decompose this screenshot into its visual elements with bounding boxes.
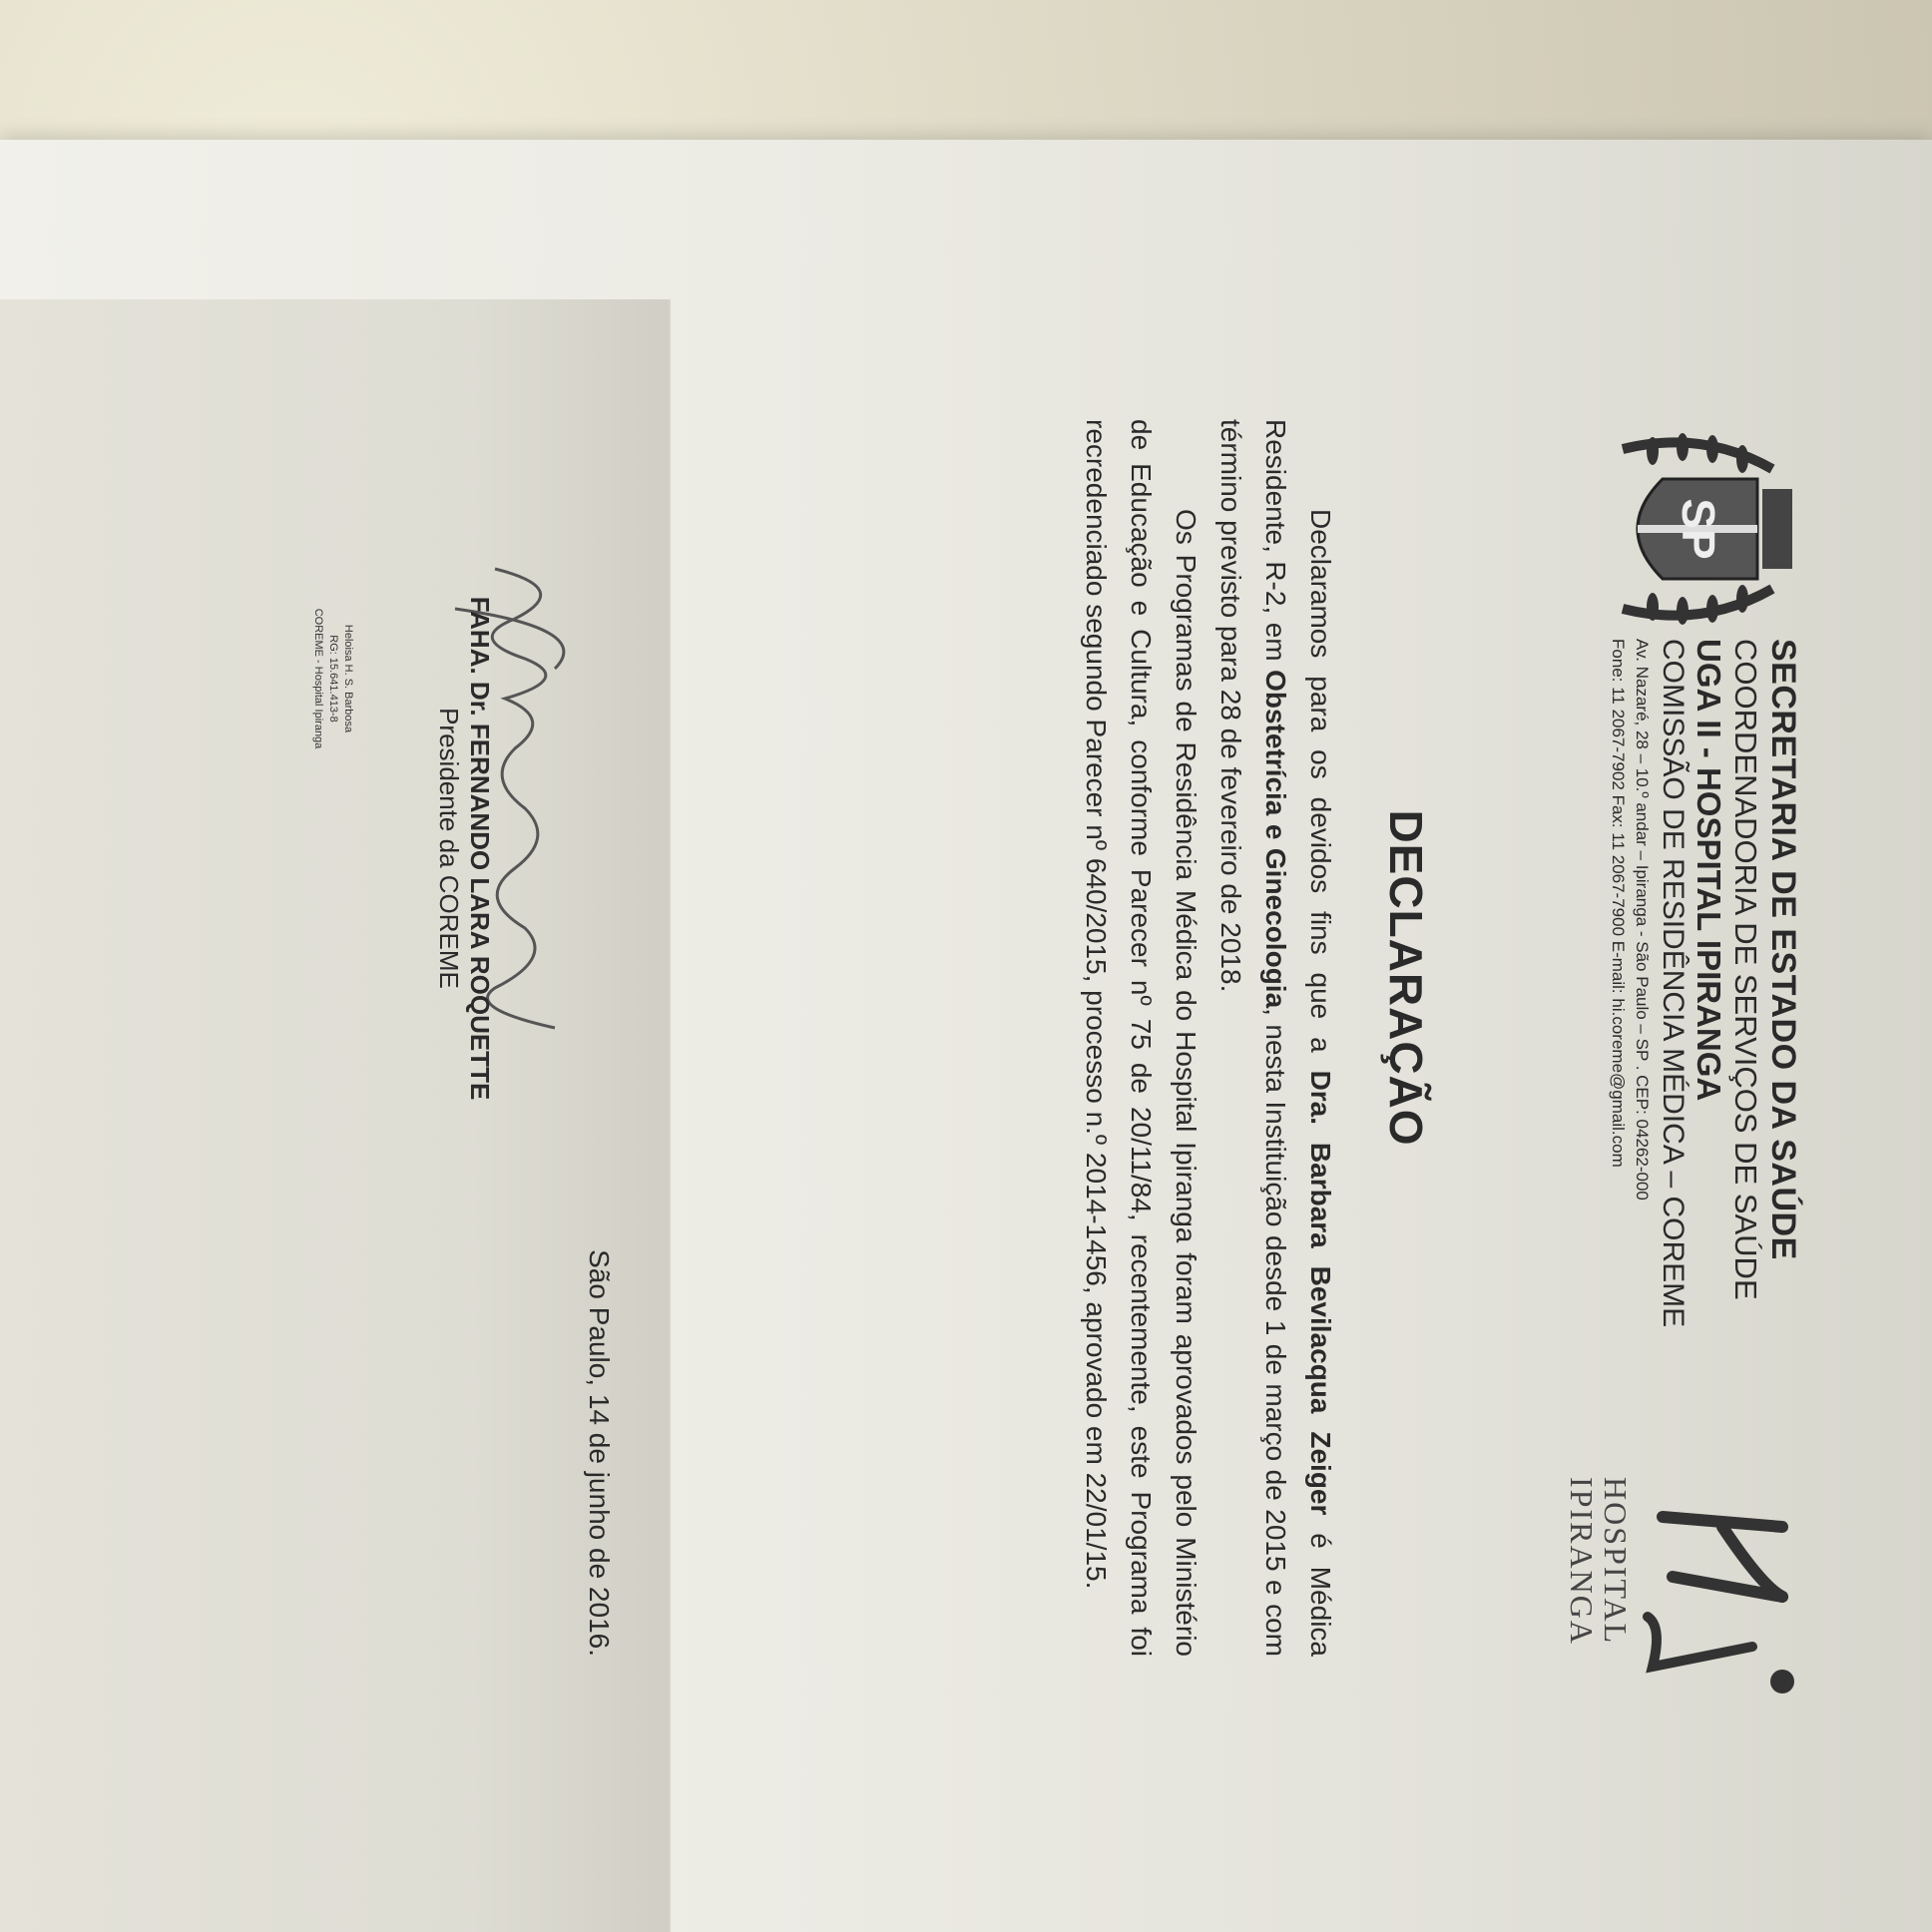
- crest-letters: SP: [1673, 498, 1724, 560]
- document-date: São Paulo, 14 de junho de 2016.: [584, 1249, 615, 1657]
- specialty: Obstetrícia e Ginecologia: [1260, 670, 1291, 1009]
- header-line4: COMISSÃO DE RESIDÊNCIA MÉDICA – COREME: [1657, 639, 1690, 1328]
- header-line1: SECRETARIA DE ESTADO DA SAÚDE: [1764, 639, 1802, 1260]
- paragraph-2: Os Programas de Residência Médica do Hospital Ipiranga foram aprovados pelo Ministério de Educação e Cultura, conforme Parecer nº 75 de 20/11/84, recentemente, este Programa foi recredenciado segundo Parecer nº 640/2015, processo n.º 2014-1456, aprovado em 22/01/15.: [1081, 419, 1202, 1657]
- document-body: [1074, 419, 1343, 1657]
- hospital-logo-line2: IPIRANGA: [1564, 1477, 1600, 1646]
- header-line2: COORDENADORIA DE SERVIÇOS DE SAÚDE: [1728, 639, 1763, 1300]
- signatory-name: FAHA. Dr. FERNANDO LARA ROQUETTE: [465, 596, 495, 1101]
- hospital-logo-text: [1565, 1477, 1633, 1736]
- letterhead: [1608, 639, 1802, 1517]
- signatory-role: Presidente da COREME: [434, 708, 464, 989]
- document-title: DECLARAÇÃO: [1380, 809, 1432, 1147]
- stamp-line3: COREME - Hospital Ipiranga: [312, 608, 324, 749]
- document: [236, 120, 1932, 1896]
- header-address: Av. Nazaré, 28 – 10.º andar – Ipiranga - São Paulo – SP . CEP: 04262-000: [1633, 639, 1652, 1201]
- signature-stamp: [310, 559, 355, 798]
- p1-text-b: é Médica Residente, R-2, em: [1260, 419, 1336, 1657]
- p1-text-c: , nesta Instituição desde 1 de março de 2015 e com término previsto para 28 de fevereiro de 2018.: [1215, 419, 1291, 1657]
- resident-name: Dra. Barbara Bevilacqua Zeiger: [1305, 1070, 1336, 1516]
- stamp-line2: RG: 15.641.413-8: [327, 635, 339, 723]
- header-line3: UGA II - HOSPITAL IPIRANGA: [1690, 639, 1727, 1102]
- paragraph-1: [1208, 419, 1343, 1657]
- signature-block: [433, 539, 495, 1158]
- hospital-logo-line1: HOSPITAL: [1598, 1477, 1634, 1646]
- p1-text-a: Declaramos para os devidos fins que a: [1305, 509, 1336, 1071]
- sp-crest-icon: [1593, 419, 1812, 639]
- header-contact: Fone: 11 2067-7902 Fax: 11 2067-7900 E-mail: hi.coreme@gmail.com: [1609, 639, 1628, 1168]
- stamp-line1: Heloisa H. S. Barbosa: [342, 624, 354, 733]
- hospital-ipiranga-logo-icon: [1623, 1477, 1822, 1736]
